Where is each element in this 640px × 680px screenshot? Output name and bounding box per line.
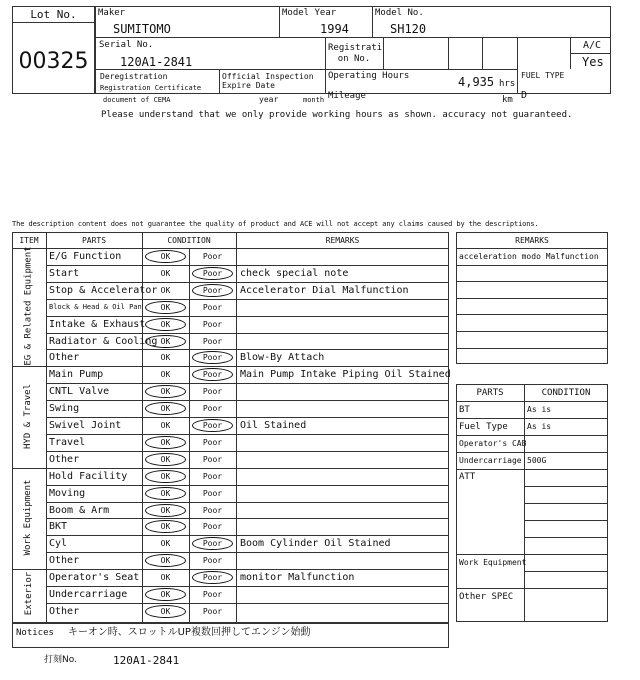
ok-option: OK — [160, 573, 171, 583]
lot-label: Lot No. — [30, 8, 77, 21]
remark-text: monitor Malfunction — [240, 572, 355, 584]
remark-text: Oil Stained — [240, 420, 307, 431]
ok-option: OK — [160, 268, 171, 278]
poor-selected-mark — [192, 419, 233, 432]
ac-value: Yes — [582, 55, 604, 69]
poor-option: Poor — [202, 556, 223, 566]
description-notice: The description content does not guarantee the quality of product and ACE will not accept any claims caused by the descriptions. — [12, 220, 539, 228]
ok-selected-mark — [145, 335, 186, 348]
right-condition-header: CONDITION — [541, 388, 591, 398]
poor-selected-mark — [192, 571, 233, 584]
right-part-label: BT — [459, 405, 470, 415]
serial-label: Serial No. — [99, 40, 154, 50]
remark-text: Blow-By Attach — [240, 352, 325, 364]
fuel-type-label: FUEL TYPE — [521, 71, 565, 80]
other-spec-label: Other SPEC — [459, 592, 514, 602]
ok-selected-mark — [145, 436, 186, 449]
remark-text: Main Pump Intake Piping Oil Stained — [240, 369, 451, 381]
right-part-label: Operator's CAB — [459, 439, 527, 448]
poor-option: Poor — [202, 471, 223, 481]
ok-option: OK — [160, 421, 171, 430]
part-label: Other — [49, 605, 80, 617]
part-label: Hold Facility — [49, 470, 128, 482]
poor-option: Poor — [202, 488, 223, 498]
model-year-value: 1994 — [320, 22, 349, 36]
part-label: Undercarriage — [49, 589, 128, 600]
ok-option: OK — [160, 505, 171, 515]
ok-option: OK — [160, 353, 171, 363]
ok-selected-mark — [145, 301, 186, 314]
right-condition-value: As is — [527, 405, 552, 414]
poor-option: Poor — [202, 252, 223, 261]
ok-option: OK — [160, 252, 171, 261]
remark-text: check special note — [240, 267, 349, 279]
maker-label: Maker — [98, 8, 126, 18]
ok-option: OK — [160, 319, 171, 329]
mileage-label: Mileage — [328, 91, 366, 101]
part-label: Travel — [49, 436, 86, 448]
ok-option: OK — [160, 488, 171, 498]
poor-option: Poor — [202, 522, 223, 532]
part-label: Cyl — [49, 538, 68, 550]
poor-option: Poor — [202, 285, 223, 295]
poor-selected-mark — [192, 284, 233, 297]
remarks-line: acceleration modo Malfunction — [459, 252, 599, 261]
group-label: Work Equipment — [23, 479, 34, 556]
poor-option: Poor — [202, 505, 223, 515]
header-item: ITEM — [19, 236, 39, 245]
poor-option: Poor — [202, 590, 223, 599]
group-label: Exterior — [23, 572, 34, 616]
ac-label: A/C — [583, 40, 602, 51]
header-condition: CONDITION — [167, 236, 211, 245]
lot-number: 00325 — [18, 49, 89, 74]
part-label: Stop & Accelerator — [49, 284, 158, 296]
ok-option: OK — [160, 471, 171, 481]
right-part-label: Fuel Type — [459, 422, 508, 432]
right-condition-value: 500G — [527, 456, 547, 465]
remark-text: Boom Cylinder Oil Stained — [240, 538, 391, 550]
ok-option: OK — [160, 437, 171, 447]
poor-option: Poor — [202, 421, 223, 430]
poor-option: Poor — [202, 539, 223, 549]
right-part-label: Undercarriage — [459, 456, 522, 465]
part-label: CNTL Valve — [49, 386, 110, 398]
registration-label: Registrati on No. — [328, 43, 383, 64]
notices-label: Notices — [16, 628, 54, 638]
poor-option: Poor — [202, 302, 223, 312]
ok-option: OK — [160, 522, 171, 532]
ok-option: OK — [160, 302, 171, 312]
poor-option: Poor — [202, 573, 223, 583]
part-label: Intake & Exhaust — [49, 318, 146, 330]
ok-selected-mark — [145, 605, 186, 618]
part-label: Other — [49, 555, 80, 567]
fuel-type-value: D — [521, 90, 528, 101]
dereg-sub1: Registration Certificate — [100, 84, 202, 92]
km-unit: km — [502, 95, 513, 105]
poor-option: Poor — [202, 606, 223, 616]
part-label: Moving — [49, 487, 86, 499]
group-label: HYD & Travel — [23, 383, 34, 450]
ok-option: OK — [160, 556, 171, 566]
working-hours-notice: Please understand that we only provide working hours as shown. accuracy not guaranteed. — [101, 110, 573, 120]
inspection-label: Official Inspection Expire Date — [222, 72, 314, 90]
stamp-label: 打刻No. — [44, 655, 77, 665]
poor-option: Poor — [202, 370, 223, 380]
ok-selected-mark — [145, 588, 186, 601]
part-label: Swivel Joint — [49, 420, 122, 431]
poor-option: Poor — [202, 268, 223, 278]
part-label: Boom & Arm — [49, 504, 110, 516]
poor-option: Poor — [202, 387, 223, 397]
op-hours-label: Operating Hours — [328, 71, 410, 81]
ok-option: OK — [160, 539, 171, 549]
work-equipment-label: Work Equipment — [459, 558, 527, 567]
ok-selected-mark — [145, 318, 186, 331]
month-label: month — [303, 96, 325, 104]
part-label: E/G Function — [49, 251, 122, 262]
part-label: BKT — [49, 521, 68, 533]
ok-selected-mark — [145, 504, 186, 517]
poor-option: Poor — [202, 404, 223, 414]
ok-option: OK — [160, 590, 171, 599]
ok-option: OK — [160, 387, 171, 397]
part-label: Swing — [49, 403, 80, 415]
ok-option: OK — [160, 370, 171, 380]
remark-text: Accelerator Dial Malfunction — [240, 284, 409, 296]
ok-selected-mark — [145, 453, 186, 466]
ok-selected-mark — [145, 487, 186, 500]
model-no-value: SH120 — [390, 22, 427, 36]
serial-value: 120A1-2841 — [120, 55, 193, 69]
poor-option: Poor — [202, 319, 223, 329]
att-label: ATT — [459, 472, 476, 482]
right-condition-value: As is — [527, 422, 552, 431]
year-label: year — [259, 95, 279, 104]
part-label: Start — [49, 267, 80, 279]
poor-option: Poor — [202, 336, 223, 346]
notices-value: キーオン時、スロットルUP複数回押してエンジン始動 — [68, 627, 311, 638]
model-no-label: Model No. — [375, 8, 424, 18]
maker-value: SUMITOMO — [113, 22, 171, 36]
part-label: Other — [49, 352, 80, 364]
part-label: Radiator & Cooling — [49, 335, 158, 347]
part-label: Other — [49, 453, 80, 465]
header-parts: PARTS — [81, 236, 107, 245]
ok-selected-mark — [145, 470, 186, 483]
header-remarks: REMARKS — [325, 236, 360, 245]
model-year-label: Model Year — [282, 8, 337, 18]
ok-option: OK — [160, 285, 171, 295]
ok-option: OK — [160, 606, 171, 616]
right-remarks-header: REMARKS — [515, 236, 549, 245]
part-label: Block & Head & Oil Pan — [49, 302, 142, 311]
part-label: Operator's Seat — [49, 572, 140, 584]
hrs-unit: hrs — [499, 79, 516, 89]
stamp-value: 120A1-2841 — [113, 654, 180, 667]
poor-selected-mark — [192, 267, 233, 280]
ok-option: OK — [160, 404, 171, 414]
ok-option: OK — [160, 336, 171, 346]
poor-option: Poor — [202, 353, 223, 363]
poor-option: Poor — [202, 437, 223, 447]
ok-selected-mark — [145, 402, 186, 415]
op-hours-value: 4,935 — [458, 75, 495, 89]
part-label: Main Pump — [49, 369, 104, 381]
group-label: EG & Related Equipment — [23, 246, 34, 366]
poor-option: Poor — [202, 454, 223, 464]
dereg-sub2: document of CEMA — [103, 96, 171, 104]
dereg-label: Deregistration — [100, 72, 168, 81]
ok-option: OK — [160, 454, 171, 464]
right-parts-header: PARTS — [476, 388, 504, 398]
ok-selected-mark — [145, 250, 186, 263]
